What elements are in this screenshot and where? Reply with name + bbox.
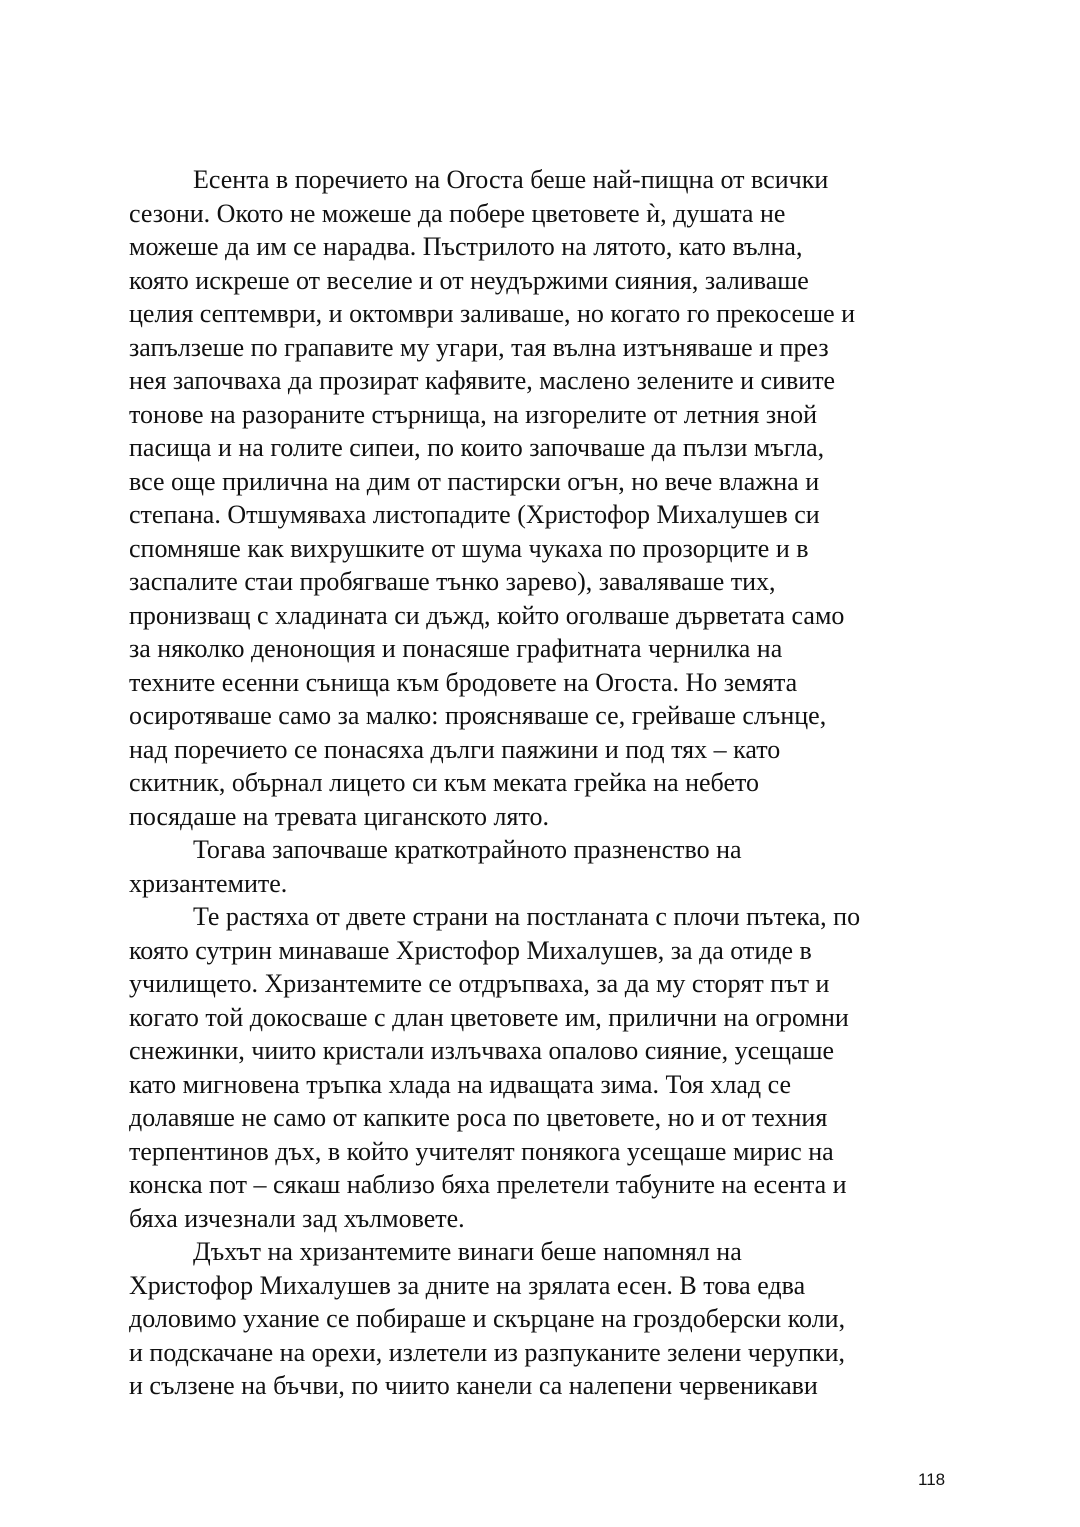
text-line: пасища и на голите сипеи, по които започваше да пълзи мъгла, xyxy=(129,433,825,462)
text-line: скитник, обърнал лицето си към меката грейка на небето xyxy=(129,768,760,797)
text-line: все още прилична на дим от пастирски огън, но вече влажна и xyxy=(129,466,820,496)
text-line: нея започваха да прозират кафявите, маслено зелените и сивите xyxy=(129,366,836,395)
text-line: Тогава започваше краткотрайното празненство на xyxy=(193,835,742,864)
text-line: долавяше не само от капките роса по цветовете, но и от техния xyxy=(129,1103,828,1132)
text-line: и сълзене на бъчви, по чиито канели са налепени червеникави xyxy=(129,1371,818,1400)
text-line: Христофор Михалушев за дните на зрялата есен. В това едва xyxy=(129,1270,806,1300)
text-line: техните есенни сънища към бродовете на Огоста. Но земята xyxy=(129,667,798,697)
text-line: можеше да им се нарадва. Пъстрилото на лятото, като вълна, xyxy=(129,232,803,261)
text-line: която искреше от веселие и от неудържими сияния, заливаше xyxy=(129,265,809,295)
text-line: бяха изчезнали зад хълмовете. xyxy=(129,1203,465,1233)
text-line: за няколко денонощия и понасяше графитната чернилка на xyxy=(129,634,783,663)
text-line: и подскачане на орехи, излетели из разпуканите зелени черупки, xyxy=(129,1337,846,1367)
text-line: запълзеше по грапавите му угари, тая вълна изтъняваше и през xyxy=(129,332,829,362)
page-number: 118 xyxy=(918,1470,946,1489)
text-line: сезони. Окото не можеше да побере цветовете ѝ, душата не xyxy=(129,198,786,228)
text-line: посядаше на тревата циганското лято. xyxy=(129,801,550,831)
paragraph xyxy=(129,833,959,900)
text-line: конска пот – сякаш наблизо бяха прелетели табуните на есента и xyxy=(129,1170,847,1199)
text-line: като мигновена тръпка хлада на идващата зима. Тоя хлад се xyxy=(129,1069,791,1099)
text-line: терпентинов дъх, в който учителят понякога усещаше мирис на xyxy=(129,1136,834,1166)
body-text xyxy=(129,163,959,1403)
text-line: Есента в поречието на Огоста беше най-пищна от всички xyxy=(193,165,829,194)
text-line: целия септември, и октомври заливаше, но когато го прекосеше и xyxy=(129,299,856,328)
text-line: която сутрин минаваше Христофор Михалушев, за да отиде в xyxy=(129,935,812,965)
text-line: над поречието се понасяха дълги паяжини и под тях – като xyxy=(129,734,781,764)
text-line: училището. Хризантемите се отдръпваха, за да му сторят път и xyxy=(129,969,830,998)
text-line: снежинки, чиито кристали излъчваха опалово сияние, усещаше xyxy=(129,1036,835,1065)
text-line: тонове на разораните стърнища, на изгорелите от летния зной xyxy=(129,399,817,429)
text-line: пронизващ с хладината си дъжд, който оголваше дърветата само xyxy=(129,600,845,630)
text-line: Те растяха от двете страни на постланата с плочи пътека, по xyxy=(193,902,861,931)
paragraph xyxy=(129,163,959,833)
paragraph xyxy=(129,1235,959,1403)
text-line: осиротяваше само за малко: проясняваше се, грейваше слънце, xyxy=(129,701,827,730)
paragraph xyxy=(129,900,959,1235)
text-line: спомняше как вихрушките от шума чукаха по прозорците и в xyxy=(129,533,809,563)
text-line: заспалите стаи пробягваше тънко зарево), заваляваше тих, xyxy=(129,567,776,596)
text-line: когато той докосваше с длан цветовете им, прилични на огромни xyxy=(129,1002,849,1032)
text-line: степана. Отшумяваха листопадите (Христофор Михалушев си xyxy=(129,500,820,529)
text-line: хризантемите. xyxy=(129,868,288,898)
text-line: доловимо ухание се побираше и скърцане на гроздоберски коли, xyxy=(129,1304,846,1333)
text-line: Дъхът на хризантемите винаги беше напомнял на xyxy=(193,1237,742,1266)
